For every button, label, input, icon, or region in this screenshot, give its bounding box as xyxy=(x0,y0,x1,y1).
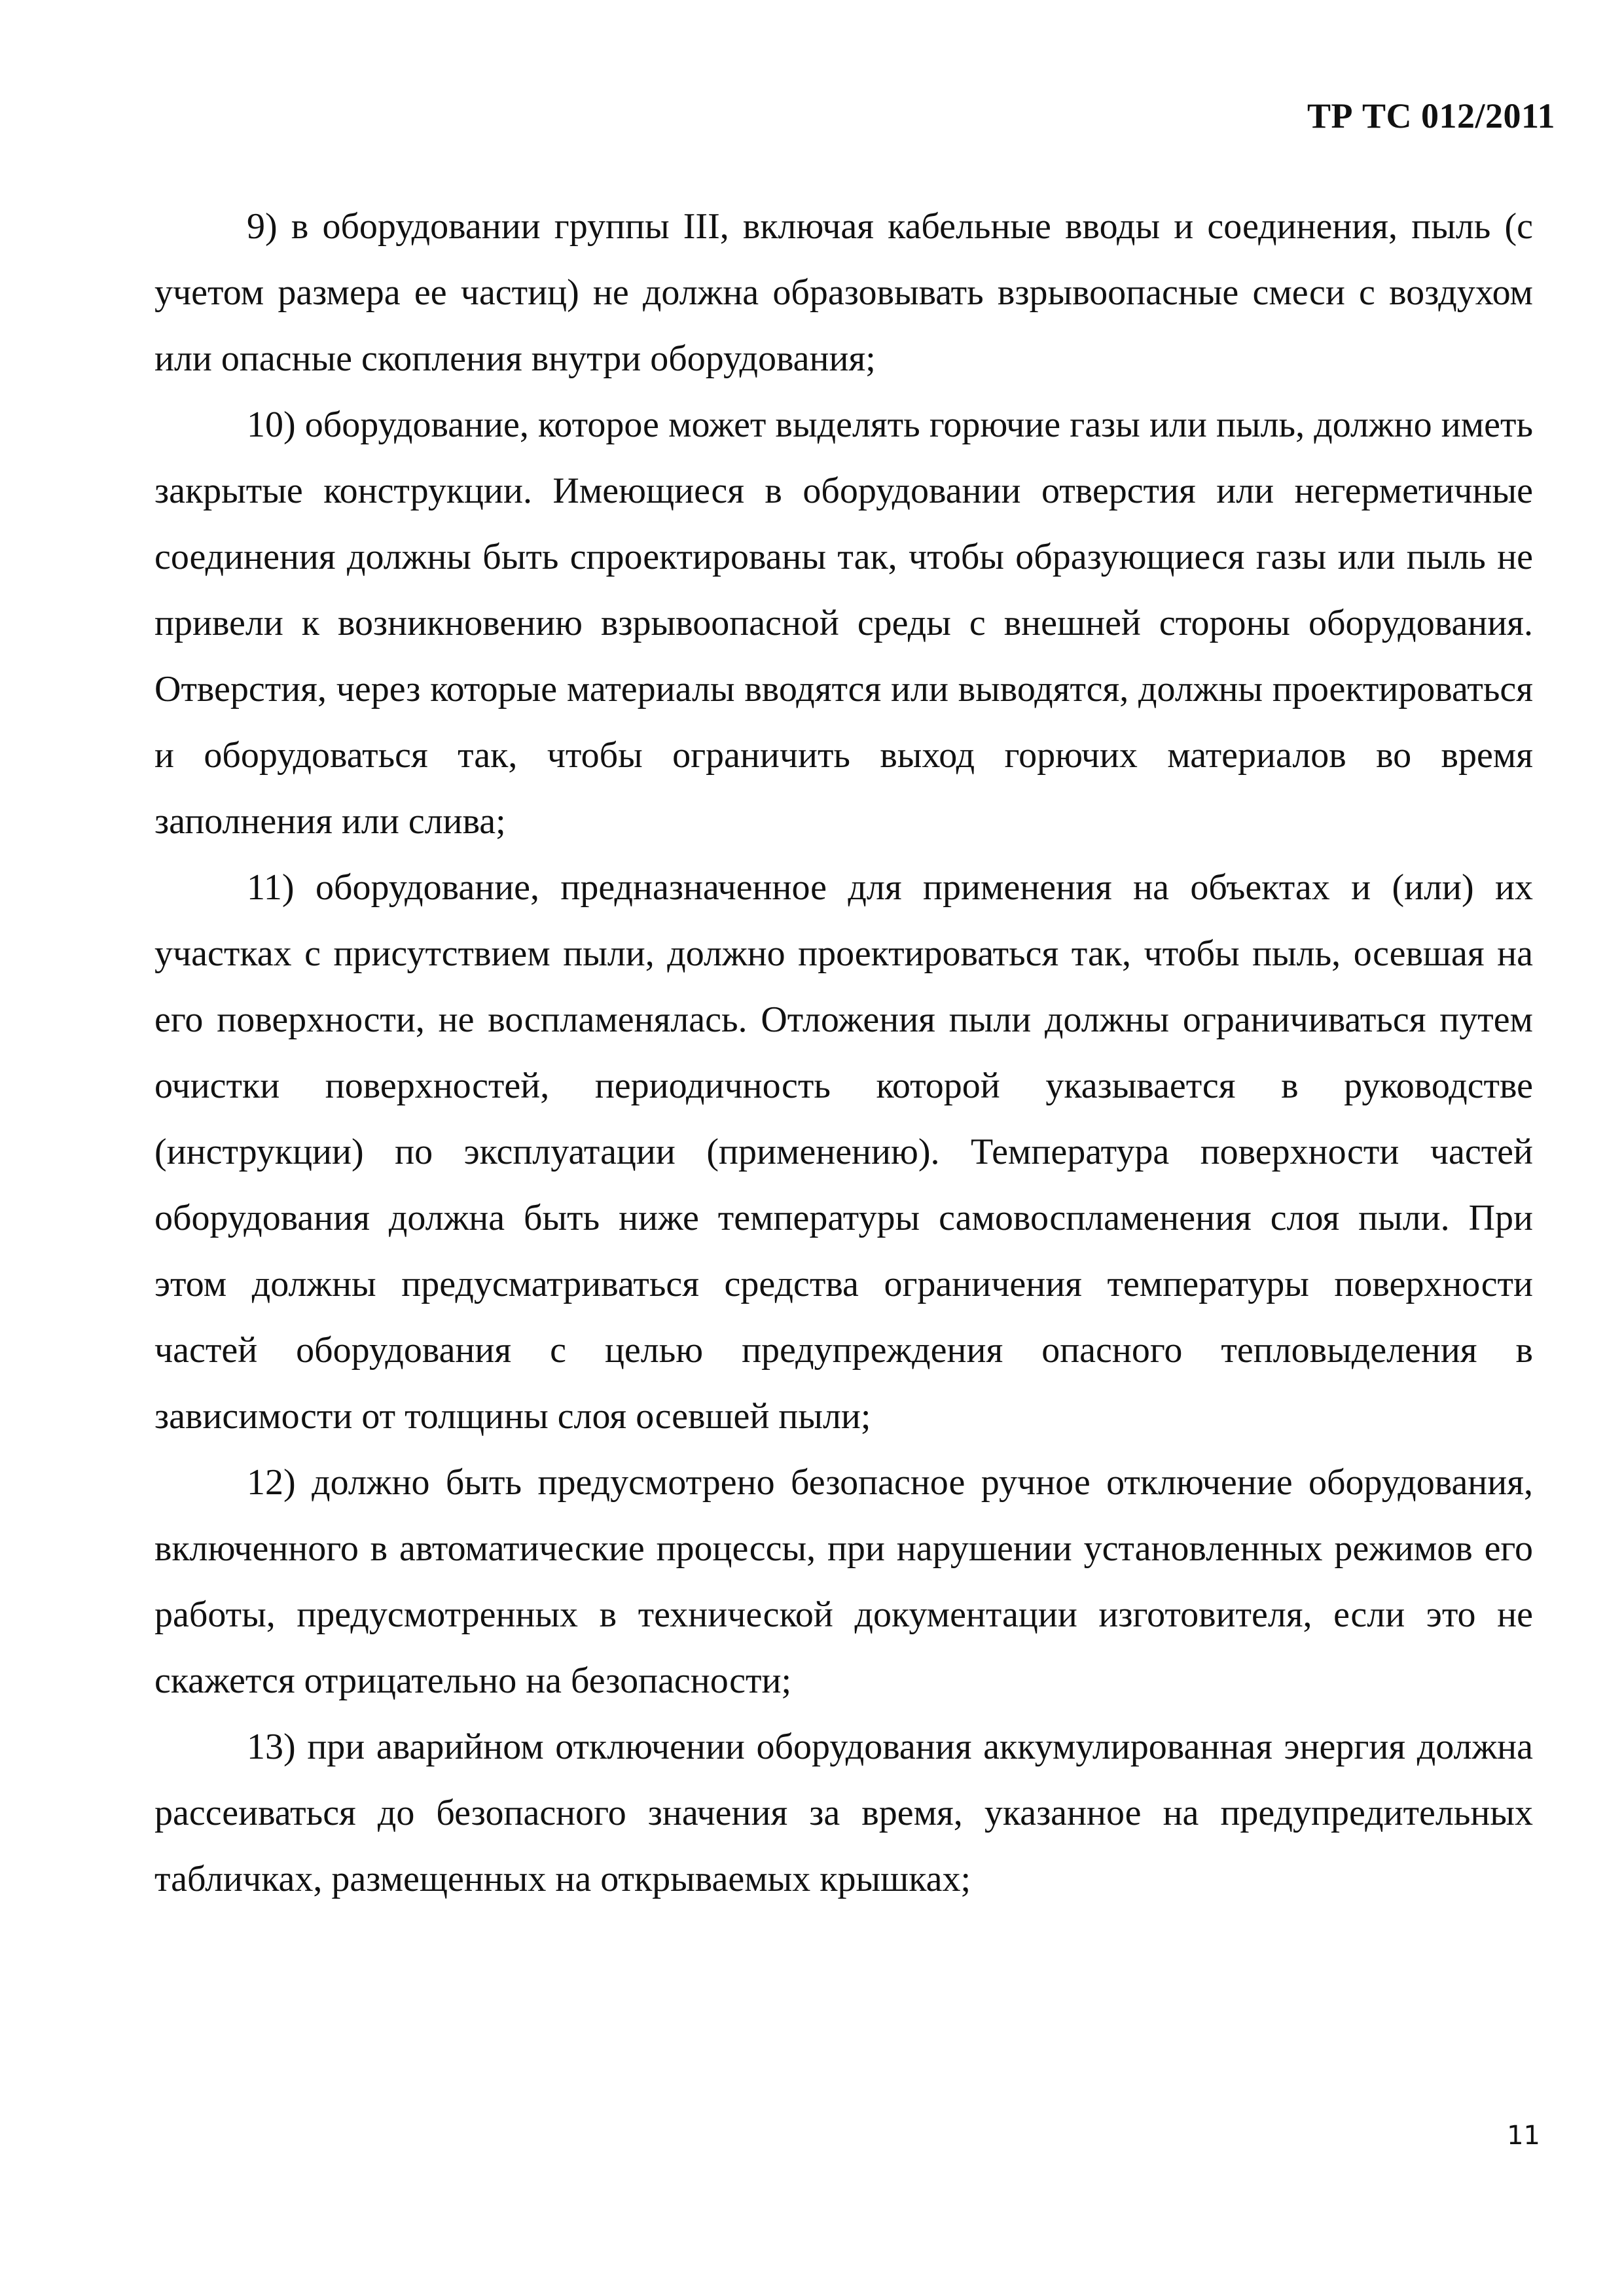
paragraph-item-13: 13) при аварийном отключении оборудования аккумулированная энергия должна рассеиваться до безопасного значения за время, указанное на предупредительных табличках, размещенных на открываемых крышках; xyxy=(154,1727,1533,1899)
paragraph-item-9: 9) в оборудовании группы III, включая кабельные вводы и соединения, пыль (с учетом размера ее частиц) не должна образовывать взрывоопасные смеси с воздухом или опасные скопления внутри оборудования; xyxy=(154,206,1533,379)
page-number: 11 xyxy=(1507,2121,1540,2151)
paragraph-item-12: 12) должно быть предусмотрено безопасное ручное отключение оборудования, включенного в автоматические процессы, при нарушении установленных режимов его работы, предусмотренных в технической документации изготовителя, если это не скажется отрицательно на безопасности; xyxy=(154,1462,1533,1701)
document-body xyxy=(154,194,1533,1912)
paragraph-item-10: 10) оборудование, которое может выделять горючие газы или пыль, должно иметь закрытые конструкции. Имеющиеся в оборудовании отверстия или негерметичные соединения должны быть спроектированы так, чтобы образующиеся газы или пыль не привели к возникновению взрывоопасной среды с внешней стороны оборудования. Отверстия, через которые материалы вводятся или выводятся, должны проектироваться и оборудоваться так, чтобы ограничить выход горючих материалов во время заполнения или слива; xyxy=(154,404,1533,842)
paragraph-item-11: 11) оборудование, предназначенное для применения на объектах и (или) их участках с присутствием пыли, должно проектироваться так, чтобы пыль, осевшая на его поверхности, не воспламенялась. Отложения пыли должны ограничиваться путем очистки поверхностей, периодичность которой указывается в руководстве (инструкции) по эксплуатации (применению). Температура поверхности частей оборудования должна быть ниже температуры самовоспламенения слоя пыли. При этом должны предусматриваться средства ограничения температуры поверхности частей оборудования с целью предупреждения опасного тепловыделения в зависимости от толщины слоя осевшей пыли; xyxy=(154,867,1533,1437)
document-code-header: ТР ТС 012/2011 xyxy=(1307,96,1555,135)
